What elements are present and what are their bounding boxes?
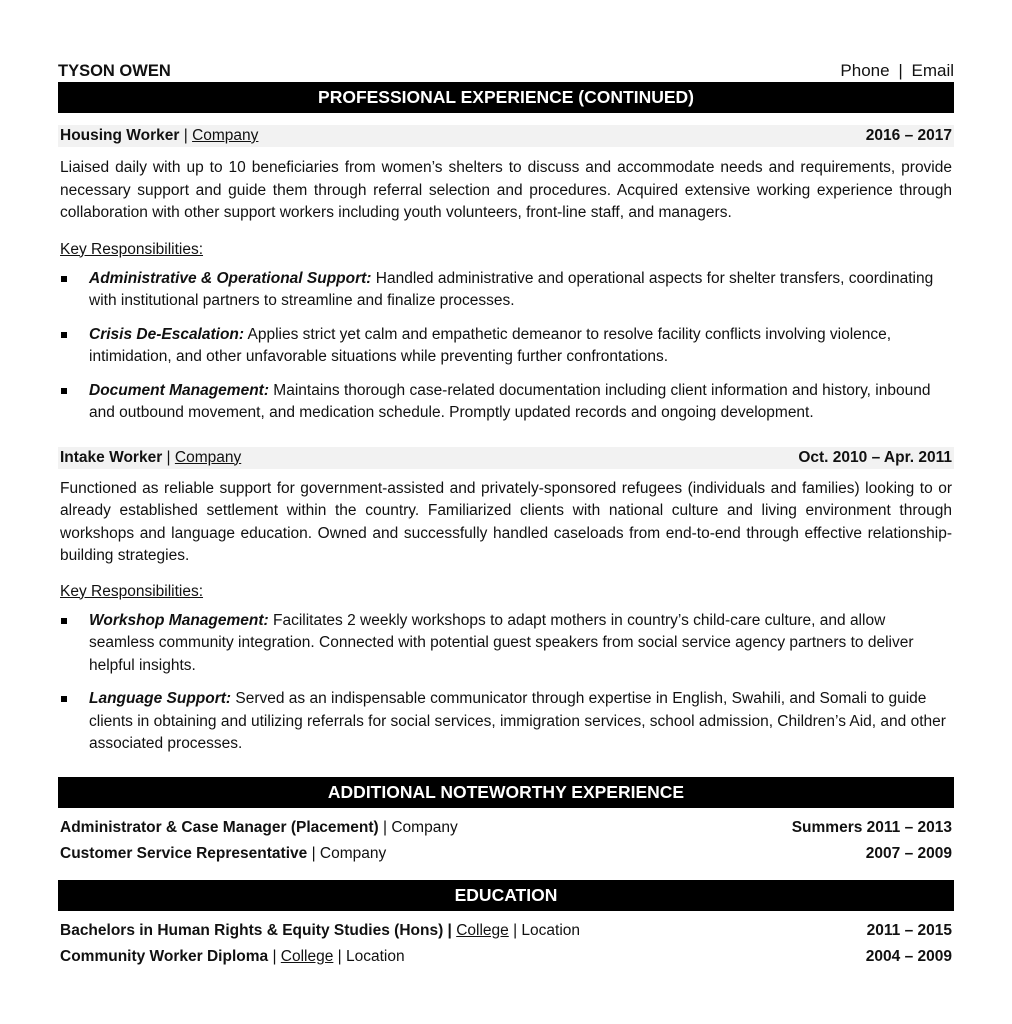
additional-role bbox=[60, 815, 458, 841]
job-title: Housing Worker bbox=[60, 127, 180, 144]
responsibility-list bbox=[58, 610, 954, 756]
education-school-link[interactable]: College bbox=[456, 921, 509, 939]
responsibility-text: Served as an indispensable communicator through expertise in English, Swahili, and Somali to guide clients in obtaining and utilizing referrals for social services, immigration services, school admission, Children’s Aid, and other associated processes. bbox=[89, 690, 946, 752]
job-dates: Oct. 2010 – Apr. 2011 bbox=[798, 448, 952, 466]
responsibility-lead: Language Support: bbox=[89, 690, 232, 707]
job-company-link[interactable]: Company bbox=[192, 127, 259, 144]
education-dates: 2011 – 2015 bbox=[866, 921, 952, 939]
job-title: Intake Worker bbox=[60, 448, 163, 466]
additional-role bbox=[60, 841, 386, 867]
education-separator: | bbox=[513, 921, 522, 939]
additional-experience-list bbox=[58, 815, 954, 867]
section-heading-additional-experience: ADDITIONAL NOTEWORTHY EXPERIENCE bbox=[58, 777, 954, 808]
bullet-square-icon bbox=[61, 618, 67, 624]
responsibility-lead: Crisis De-Escalation: bbox=[89, 325, 245, 343]
responsibility-item bbox=[58, 268, 954, 313]
job-separator: | bbox=[166, 448, 175, 466]
section-heading-education: EDUCATION bbox=[58, 880, 954, 911]
resume-header bbox=[58, 60, 954, 81]
role-separator: | bbox=[383, 818, 392, 836]
education-school-link[interactable]: College bbox=[280, 947, 334, 965]
email-link[interactable]: Email bbox=[911, 61, 954, 80]
resume-page bbox=[58, 60, 954, 970]
bullet-square-icon bbox=[61, 696, 67, 702]
education-separator: | bbox=[337, 947, 347, 965]
education-degree: Bachelors in Human Rights & Equity Studies (Hons) bbox=[60, 921, 444, 939]
job-dates: 2016 – 2017 bbox=[865, 127, 952, 144]
education-row bbox=[58, 918, 954, 944]
job-separator: | bbox=[183, 127, 193, 144]
responsibility-item bbox=[58, 688, 954, 756]
contact-info bbox=[840, 61, 954, 81]
education-degree: Community Worker Diploma bbox=[60, 947, 269, 965]
contact-separator: | bbox=[898, 61, 903, 80]
responsibility-text: Handled administrative and operational aspects for shelter transfers, coordinating with institutional partners to streamline and finalize processes. bbox=[89, 269, 934, 309]
key-responsibilities-label: Key Responsibilities: bbox=[60, 240, 204, 258]
section-heading-professional-experience: PROFESSIONAL EXPERIENCE (CONTINUED) bbox=[58, 82, 954, 113]
education-dates: 2004 – 2009 bbox=[865, 947, 952, 965]
responsibility-item bbox=[58, 380, 954, 425]
education-separator: | bbox=[447, 921, 457, 939]
job-summary: Liaised daily with up to 10 beneficiaries from women’s shelters to discuss and accommodate needs and requirements, provide necessary support and guide them through referral selection and procedures. Acquired extensive working experience through collaboration with other support workers including youth volunteers, front-line staff, and managers. bbox=[60, 159, 952, 221]
education-entry bbox=[60, 944, 405, 970]
job-title-line bbox=[60, 447, 241, 469]
candidate-name: TYSON OWEN bbox=[58, 62, 171, 80]
responsibility-list bbox=[58, 268, 954, 425]
job-company-link[interactable]: Company bbox=[174, 448, 242, 466]
education-location: Location bbox=[521, 921, 581, 939]
additional-role-title: Customer Service Representative bbox=[60, 844, 308, 862]
education-list bbox=[58, 918, 954, 970]
responsibility-lead: Administrative & Operational Support: bbox=[89, 269, 372, 287]
education-row bbox=[58, 944, 954, 970]
responsibility-item bbox=[58, 610, 954, 678]
responsibility-lead: Workshop Management: bbox=[89, 611, 269, 629]
education-entry bbox=[60, 918, 580, 944]
phone-link[interactable]: Phone bbox=[840, 61, 890, 80]
job-summary: Functioned as reliable support for government-assisted and privately-sponsored refugees (individuals and families) looking to or already established settlement within the country. Familiarized clients with national culture and living environment through workshops and language education. Owned and successfully handled caseloads from end-to-end through effective relationship-building strategies. bbox=[60, 479, 952, 564]
additional-role-title: Administrator & Case Manager (Placement) bbox=[60, 818, 379, 836]
additional-experience-row bbox=[58, 841, 954, 867]
role-separator: | bbox=[311, 844, 320, 862]
responsibility-item bbox=[58, 324, 954, 369]
bullet-square-icon bbox=[61, 276, 67, 282]
bullet-square-icon bbox=[61, 332, 67, 338]
key-responsibilities-label: Key Responsibilities: bbox=[60, 582, 204, 600]
job-heading bbox=[58, 125, 954, 147]
additional-role-dates: 2007 – 2009 bbox=[865, 844, 952, 862]
responsibility-text: Applies strict yet calm and empathetic demeanor to resolve facility conflicts involving violence, intimidation, and other unfavorable situations while preventing further confrontations. bbox=[89, 325, 892, 365]
responsibility-text: Facilitates 2 weekly workshops to adapt mothers in country’s child-care culture, and allow seamless community integration. Connected with potential guest speakers from social service agency partners to deliver helpful insights. bbox=[89, 611, 914, 674]
bullet-square-icon bbox=[61, 388, 67, 394]
additional-experience-row bbox=[58, 815, 954, 841]
additional-role-company: Company bbox=[319, 844, 387, 862]
education-separator: | bbox=[272, 947, 281, 965]
education-location: Location bbox=[346, 947, 405, 965]
responsibility-text: Maintains thorough case-related documentation including client information and history, inbound and outbound movement, and medication schedule. Promptly updated records and ongoing development. bbox=[89, 381, 931, 421]
job-heading bbox=[58, 447, 954, 469]
job-title-line bbox=[60, 125, 258, 147]
responsibility-lead: Document Management: bbox=[89, 381, 269, 399]
additional-role-company: Company bbox=[391, 818, 458, 836]
additional-role-dates: Summers 2011 – 2013 bbox=[791, 818, 952, 836]
